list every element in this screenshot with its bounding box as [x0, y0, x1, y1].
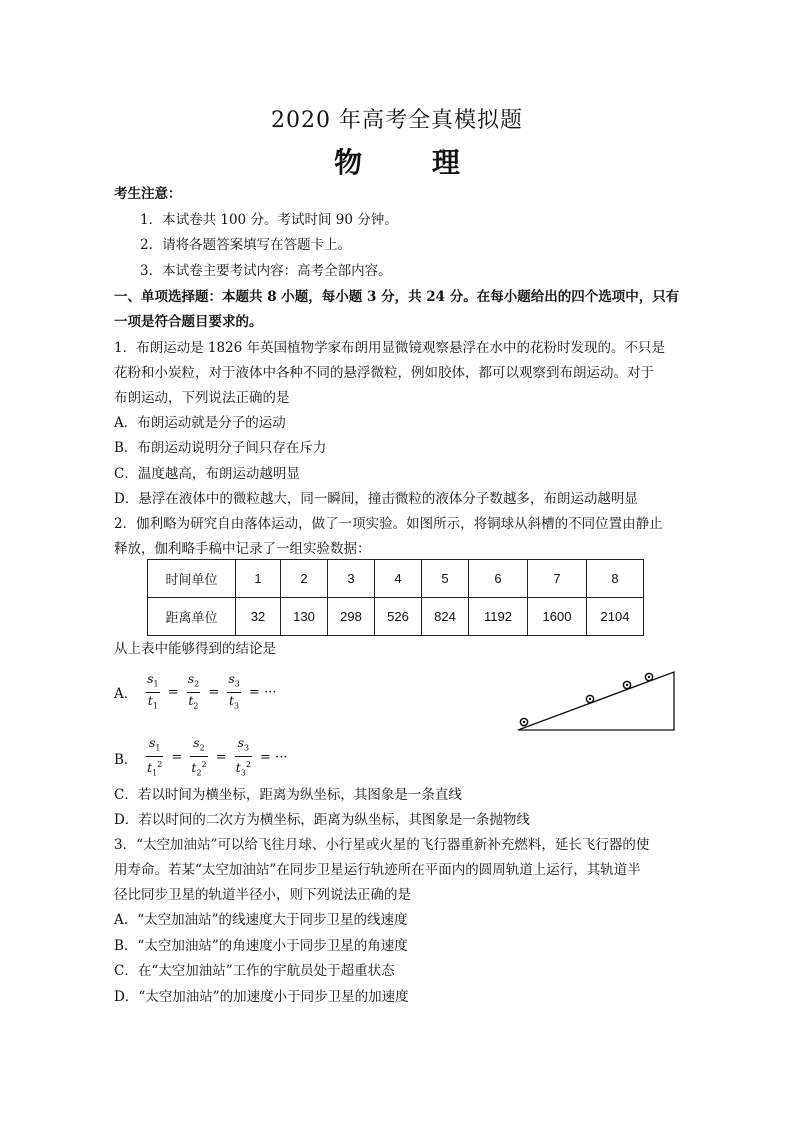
table-header-cell: 时间单位 — [148, 560, 236, 598]
ball-center — [648, 676, 650, 678]
q2-option-c: C．若以时间为横坐标，距离为纵坐标，其图象是一条直线 — [114, 787, 462, 803]
q2-option-a: A． $\frac{s_1}{t_1}$ = $\frac{s_2}{t_2}$ = $\frac{s_3}{t_3}$ = ··· — [114, 671, 278, 713]
q3-option-b: B．“太空加油站”的角速度小于同步卫星的角速度 — [114, 938, 408, 954]
ellipsis: = ··· — [248, 684, 277, 700]
table-cell: 8 — [587, 560, 644, 598]
q3-option-a: A．“太空加油站”的线速度大于同步卫星的线速度 — [114, 912, 408, 928]
table-cell: 3 — [328, 560, 375, 598]
incline-figure — [512, 664, 682, 734]
fraction: $\frac{s_3}{t_3}$ — [228, 671, 240, 710]
q1-option-b: B．布朗运动说明分子间只存在斥力 — [114, 440, 327, 456]
q2-stem: 释放，伽利略手稿中记录了一组实验数据： — [114, 541, 371, 557]
table-header-cell: 距离单位 — [148, 598, 236, 636]
fraction: $\frac{s_2}{t_2}$ — [187, 671, 200, 710]
q1-stem: 花粉和小炭粒，对于液体中各种不同的悬浮微粒，例如胶体，都可以观察到布朗运动。对于 — [114, 365, 654, 381]
q2-stem: 2．伽利略为研究自由落体运动，做了一项实验。如图所示，将铜球从斜槽的不同位置由静止 — [114, 516, 663, 532]
section-heading: 一、单项选择题：本题共 8 小题，每小题 3 分，共 24 分。在每小题给出的四个选项中，只有 — [114, 289, 680, 305]
q3-stem: 3．“太空加油站”可以给飞往月球、小行星或火星的飞行器重新补充燃料，延长飞行器的使 — [114, 837, 650, 853]
table-cell: 32 — [236, 598, 281, 636]
table-cell: 2 — [281, 560, 328, 598]
fraction: $\frac{s_1}{t_1^2}$ — [147, 735, 163, 778]
table-cell: 2104 — [587, 598, 644, 636]
table-cell: 5 — [422, 560, 469, 598]
q3-option-c: C．在“太空加油站”工作的宇航员处于超重状态 — [114, 963, 395, 979]
q1-stem: 布朗运动，下列说法正确的是 — [114, 390, 290, 406]
ball-center — [523, 721, 525, 723]
q1-option-c: C．温度越高，布朗运动越明显 — [114, 466, 300, 482]
q2-option-d: D．若以时间的二次方为横坐标，距离为纵坐标，其图象是一条抛物线 — [114, 812, 530, 828]
exam-title: 2020 年高考全真模拟题 — [271, 108, 523, 133]
notice-item: 3．本试卷主要考试内容：高考全部内容。 — [140, 263, 392, 279]
notice-heading: 考生注意： — [114, 186, 182, 202]
ball-center — [626, 684, 628, 686]
table-cell: 4 — [375, 560, 422, 598]
section-heading-cont: 一项是符合题目要求的。 — [114, 314, 263, 330]
table-row — [148, 598, 644, 636]
option-label: B． — [114, 751, 138, 768]
table-cell: 824 — [422, 598, 469, 636]
fraction: $\frac{s_3}{t_3^2}$ — [235, 735, 251, 778]
table-cell: 298 — [328, 598, 375, 636]
table-cell: 526 — [375, 598, 422, 636]
table-cell: 1600 — [528, 598, 587, 636]
fraction: $\frac{s_1}{t_1}$ — [147, 671, 159, 710]
q2-prompt: 从上表中能够得到的结论是 — [114, 641, 276, 657]
ellipsis: = ··· — [260, 750, 288, 766]
ball-center — [589, 698, 591, 700]
table-cell: 7 — [528, 560, 587, 598]
table-cell: 130 — [281, 598, 328, 636]
table-cell: 1 — [236, 560, 281, 598]
q1-stem: 1．布朗运动是 1826 年英国植物学家布朗用显微镜观察悬浮在水中的花粉时发现的。不只是 — [114, 340, 666, 356]
table-row — [148, 560, 644, 598]
q2-option-b: B． $\frac{s_1}{t_1^2}$ = $\frac{s_2}{t_2^2}$ = $\frac{s_3}{t_3^2}$ = ··· — [114, 735, 289, 780]
q1-option-a: A．布朗运动就是分子的运动 — [114, 415, 286, 431]
option-label: A． — [114, 686, 138, 702]
notice-item: 2．请将各题答案填写在答题卡上。 — [140, 237, 352, 253]
table-cell: 6 — [469, 560, 528, 598]
subject-title: 物 理 — [334, 146, 490, 179]
q3-stem: 用寿命。若某“太空加油站”在同步卫星运行轨迹所在平面内的圆周轨道上运行，其轨道半 — [114, 862, 641, 878]
galileo-data-table — [147, 559, 644, 636]
table-cell: 1192 — [469, 598, 528, 636]
notice-item: 1．本试卷共 100 分。考试时间 90 分钟。 — [140, 212, 398, 228]
q1-option-d: D．悬浮在液体中的微粒越大，同一瞬间，撞击微粒的液体分子数越多，布朗运动越明显 — [114, 491, 638, 507]
q3-stem: 径比同步卫星的轨道半径小，则下列说法正确的是 — [114, 887, 411, 903]
q3-option-d: D．“太空加油站”的加速度小于同步卫星的加速度 — [114, 989, 409, 1005]
fraction: $\frac{s_2}{t_2^2}$ — [191, 735, 207, 778]
